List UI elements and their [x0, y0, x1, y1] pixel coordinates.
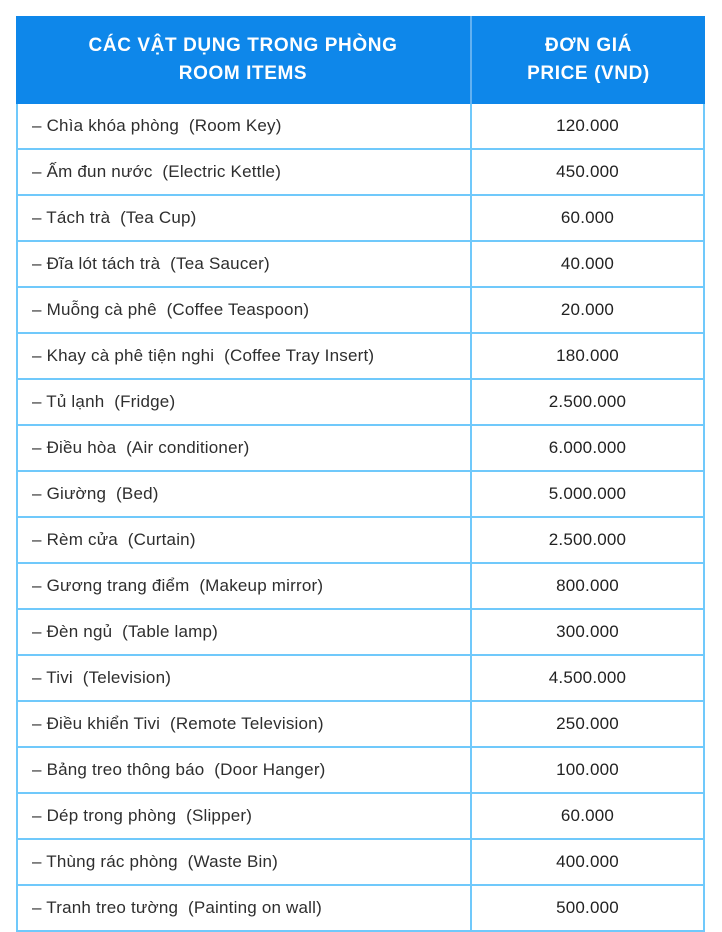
- price-value: 40.000: [560, 254, 615, 273]
- item-cell: [18, 288, 470, 332]
- table-row: [18, 332, 703, 378]
- price-cell: [470, 288, 703, 332]
- item-label: – Rèm cửa (Curtain): [32, 530, 196, 549]
- item-label: – Đĩa lót tách trà (Tea Saucer): [32, 254, 270, 273]
- item-label: – Chìa khóa phòng (Room Key): [32, 116, 282, 135]
- table-row: [18, 194, 703, 240]
- price-value: 450.000: [556, 162, 619, 181]
- table-row: [18, 516, 703, 562]
- table-header: [16, 16, 705, 104]
- item-label: – Muỗng cà phê (Coffee Teaspoon): [32, 300, 310, 319]
- price-value: 6.000.000: [548, 438, 627, 457]
- price-cell: [470, 610, 703, 654]
- item-cell: [18, 886, 470, 930]
- item-label: – Giường (Bed): [32, 484, 159, 503]
- table-row: [18, 148, 703, 194]
- item-label: – Ấm đun nước (Electric Kettle): [32, 162, 282, 181]
- price-value: 300.000: [556, 622, 619, 641]
- price-cell: [470, 196, 703, 240]
- table-row: [18, 838, 703, 884]
- price-value: 800.000: [556, 576, 619, 595]
- item-cell: [18, 840, 470, 884]
- price-value: 5.000.000: [548, 484, 627, 503]
- table-body: [16, 104, 705, 932]
- price-cell: [470, 380, 703, 424]
- price-cell: [470, 104, 703, 148]
- price-cell: [470, 840, 703, 884]
- item-label: – Điều hòa (Air conditioner): [32, 438, 250, 457]
- room-items-price-table: [16, 16, 705, 932]
- header-items-line1: CÁC VẬT DỤNG TRONG PHÒNG: [88, 35, 398, 57]
- price-value: 60.000: [560, 806, 615, 825]
- item-cell: [18, 196, 470, 240]
- item-cell: [18, 472, 470, 516]
- item-label: – Đèn ngủ (Table lamp): [32, 622, 219, 641]
- item-label: – Điều khiển Tivi (Remote Television): [32, 714, 324, 733]
- item-label: – Gương trang điểm (Makeup mirror): [32, 576, 324, 595]
- table-row: [18, 286, 703, 332]
- item-cell: [18, 748, 470, 792]
- item-label: – Tủ lạnh (Fridge): [32, 392, 176, 411]
- table-row: [18, 700, 703, 746]
- header-price-line2: PRICE (VND): [527, 63, 650, 84]
- table-row: [18, 562, 703, 608]
- price-cell: [470, 748, 703, 792]
- price-cell: [470, 656, 703, 700]
- price-cell: [470, 426, 703, 470]
- price-cell: [470, 518, 703, 562]
- price-value: 250.000: [556, 714, 619, 733]
- price-cell: [470, 886, 703, 930]
- price-cell: [470, 150, 703, 194]
- item-label: – Tách trà (Tea Cup): [32, 208, 197, 227]
- table-row: [18, 424, 703, 470]
- price-cell: [470, 702, 703, 746]
- price-cell: [470, 472, 703, 516]
- item-cell: [18, 104, 470, 148]
- item-cell: [18, 242, 470, 286]
- item-cell: [18, 150, 470, 194]
- table-row: [18, 746, 703, 792]
- price-cell: [470, 794, 703, 838]
- table-row: [18, 792, 703, 838]
- header-items-column: [16, 16, 470, 104]
- item-label: – Tranh treo tường (Painting on wall): [32, 898, 322, 917]
- price-value: 2.500.000: [548, 530, 627, 549]
- item-cell: [18, 426, 470, 470]
- price-value: 100.000: [556, 760, 619, 779]
- header-price-line1: ĐƠN GIÁ: [545, 35, 632, 57]
- price-value: 60.000: [560, 208, 615, 227]
- header-price-column: [470, 16, 705, 104]
- price-value: 4.500.000: [548, 668, 627, 687]
- item-cell: [18, 656, 470, 700]
- item-cell: [18, 702, 470, 746]
- table-row: [18, 240, 703, 286]
- price-value: 400.000: [556, 852, 619, 871]
- item-label: – Tivi (Television): [32, 668, 172, 687]
- header-items-line2: ROOM ITEMS: [178, 63, 308, 84]
- price-cell: [470, 242, 703, 286]
- item-cell: [18, 564, 470, 608]
- item-cell: [18, 518, 470, 562]
- price-cell: [470, 334, 703, 378]
- table-row: [18, 884, 703, 930]
- table-row: [18, 378, 703, 424]
- table-row: [18, 470, 703, 516]
- table-row: [18, 104, 703, 148]
- price-value: 2.500.000: [548, 392, 627, 411]
- table-row: [18, 608, 703, 654]
- price-value: 20.000: [560, 300, 615, 319]
- price-cell: [470, 564, 703, 608]
- item-cell: [18, 334, 470, 378]
- item-cell: [18, 794, 470, 838]
- price-value: 500.000: [556, 898, 619, 917]
- item-label: – Khay cà phê tiện nghi (Coffee Tray Insert): [32, 346, 375, 365]
- item-cell: [18, 380, 470, 424]
- price-value: 120.000: [556, 116, 619, 135]
- item-label: – Dép trong phòng (Slipper): [32, 806, 253, 825]
- table-row: [18, 654, 703, 700]
- item-label: – Bảng treo thông báo (Door Hanger): [32, 760, 326, 779]
- price-value: 180.000: [556, 346, 619, 365]
- item-label: – Thùng rác phòng (Waste Bin): [32, 852, 279, 871]
- item-cell: [18, 610, 470, 654]
